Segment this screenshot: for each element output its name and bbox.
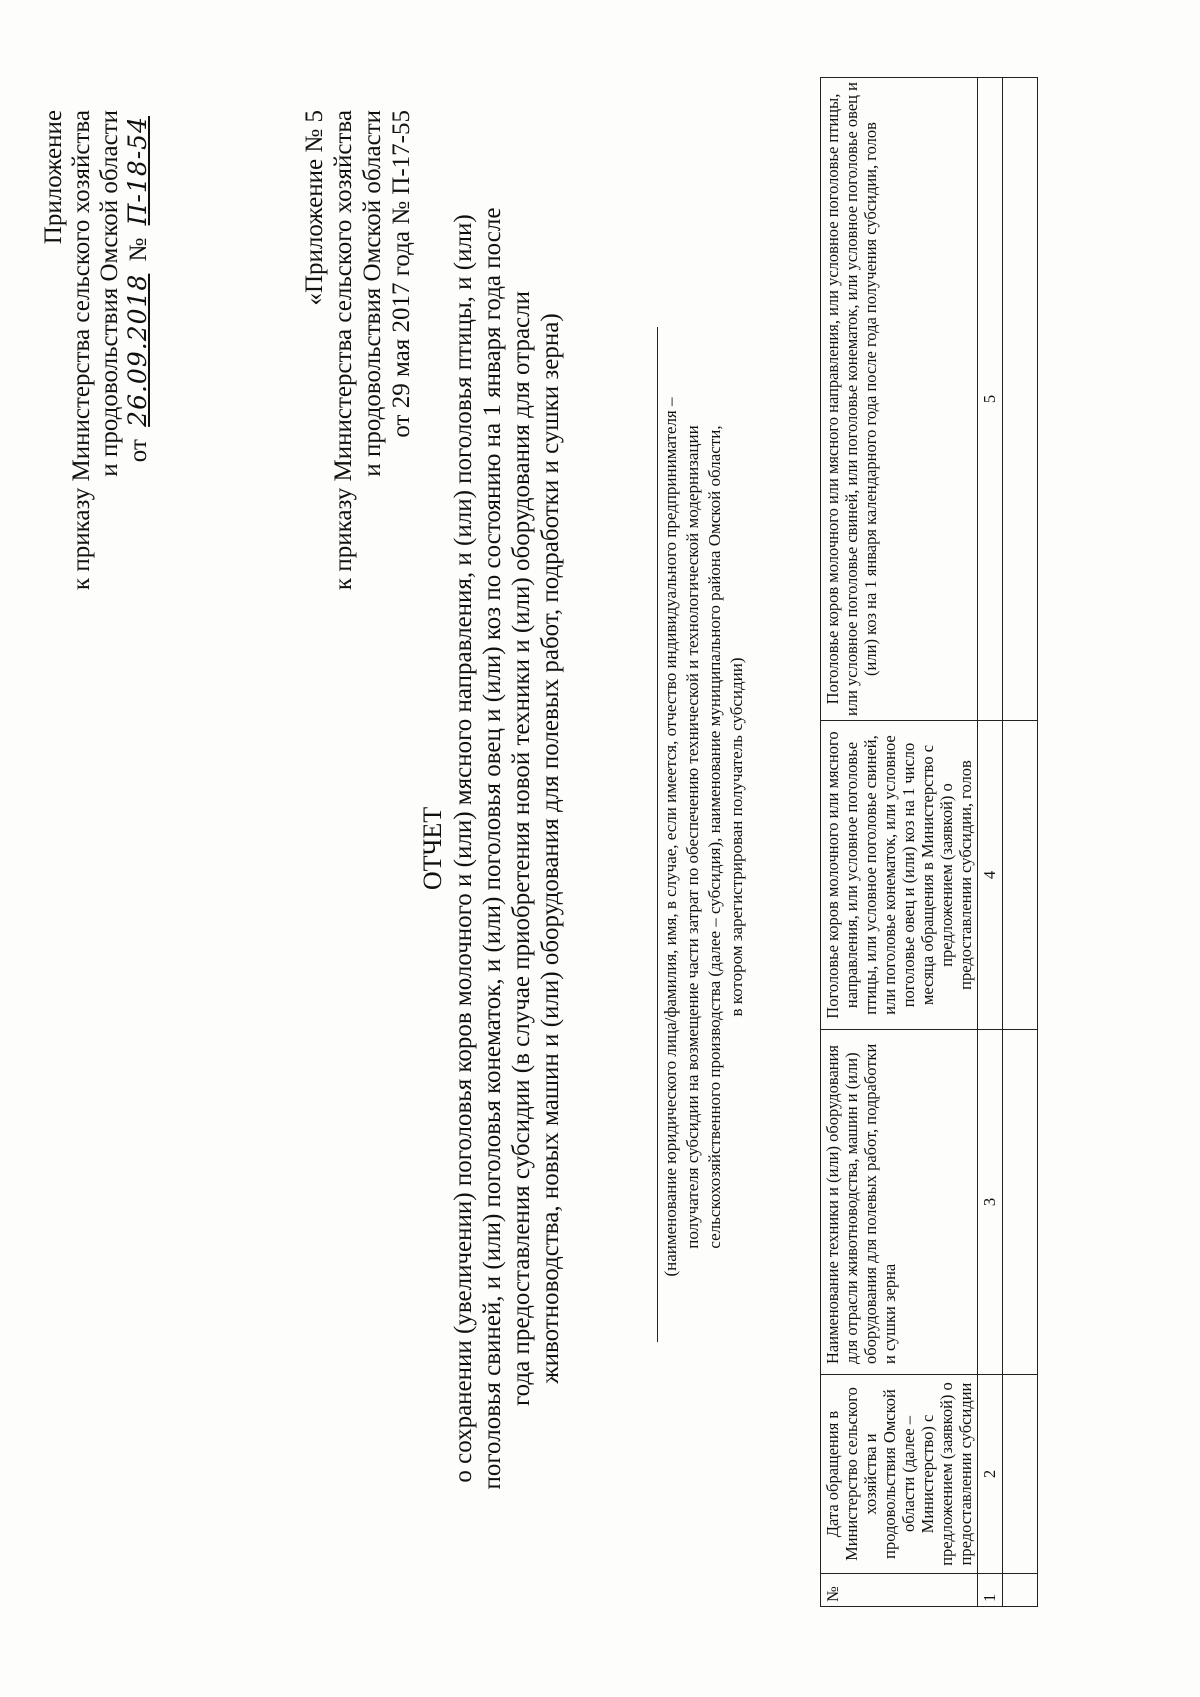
note-line: в котором зарегистрирован получатель субсидии)	[727, 657, 746, 1017]
recipient-note	[660, 287, 748, 1387]
date-prefix: от	[125, 439, 152, 463]
column-number: 2	[978, 1375, 1003, 1574]
table-row	[1003, 78, 1038, 1607]
header-line: Приложение	[40, 110, 67, 245]
title-word: ОТЧЕТ	[418, 806, 447, 891]
title-line: года предоставления субсидии (в случае приобретения новой техники и (или) оборудования для отрасли	[508, 291, 535, 1407]
number-prefix: №	[125, 237, 152, 262]
header-date-line	[124, 110, 153, 590]
title-line: поголовья свиней, и (или) поголовья конематок, и (или) поголовья овец и (или) коз по состоянию на 1 января года после	[479, 207, 506, 1490]
column-header-number: №	[821, 1574, 978, 1607]
column-header-livestock-january: Поголовье коров молочного или мясного направления, или условное поголовье птицы, или условное поголовье свиней, или поголовье конематок, или условное поголовье овец и (или) коз на 1 января календарного года после года получения субсидии, голов	[821, 78, 978, 721]
column-header-equipment: Наименование техники и (или) оборудования для отрасли животноводства, машин и (или) оборудования для полевых работ, подработки и сушки зерна	[821, 1030, 978, 1375]
title-line: о сохранении (увеличении) поголовья коров молочного и (или) мясного направления, и (или) поголовья птицы, и (или)	[450, 214, 477, 1483]
annex-line: от 29 мая 2017 года № П-17-55	[388, 110, 415, 438]
report-title	[418, 60, 565, 1637]
column-header-date: Дата обращения в Министерство сельского хозяйства и продовольствия Омской области (далее – Министерство) с предложением (заявкой) о предоставлении субсидии	[821, 1375, 978, 1574]
header-line: и продовольствия Омской области	[96, 110, 123, 477]
annex-line: «Приложение № 5	[301, 110, 328, 306]
annex-5-header	[300, 110, 416, 590]
fill-in-line	[657, 327, 658, 1342]
handwritten-date: 26.09.2018	[123, 273, 152, 427]
note-line: (наименование юридического лица/фамилия, имя, в случае, если имеется, отчество индивидуального предпринимателя –	[661, 397, 680, 1277]
column-number: 4	[978, 721, 1003, 1030]
note-line: сельскохозяйственного производства (далее – субсидия), наименование муниципального района Омской области,	[705, 425, 724, 1249]
annex-line: к приказу Министерства сельского хозяйства	[330, 110, 357, 591]
handwritten-number: П-18-54	[123, 116, 152, 226]
column-number: 1	[978, 1574, 1003, 1607]
note-line: получателя субсидии на возмещение части затрат по обеспечению технической и технологической модернизации	[683, 425, 702, 1249]
table-cell	[1003, 78, 1038, 721]
table-cell	[1003, 1030, 1038, 1375]
report-table	[820, 77, 1038, 1607]
column-number-row	[978, 78, 1003, 1607]
appendix-header	[40, 110, 153, 590]
table-cell	[1003, 721, 1038, 1030]
column-number: 3	[978, 1030, 1003, 1375]
title-line: животноводства, новых машин и (или) оборудования для полевых работ, подработки и сушки зерна)	[537, 313, 564, 1384]
table-header-row	[821, 78, 978, 1607]
column-header-livestock-application: Поголовье коров молочного или мясного направления, или условное поголовье птицы, или условное поголовье свиней, или поголовье конематок, или условное поголовье овец и (или) коз на 1 число месяца обращения в Министерство с предложением (заявкой) о предоставлении субсидии, голов	[821, 721, 978, 1030]
table-cell	[1003, 1375, 1038, 1574]
column-number: 5	[978, 78, 1003, 721]
annex-line: и продовольствия Омской области	[359, 110, 386, 477]
header-line: к приказу Министерства сельского хозяйства	[68, 110, 95, 591]
table-cell	[1003, 1574, 1038, 1607]
